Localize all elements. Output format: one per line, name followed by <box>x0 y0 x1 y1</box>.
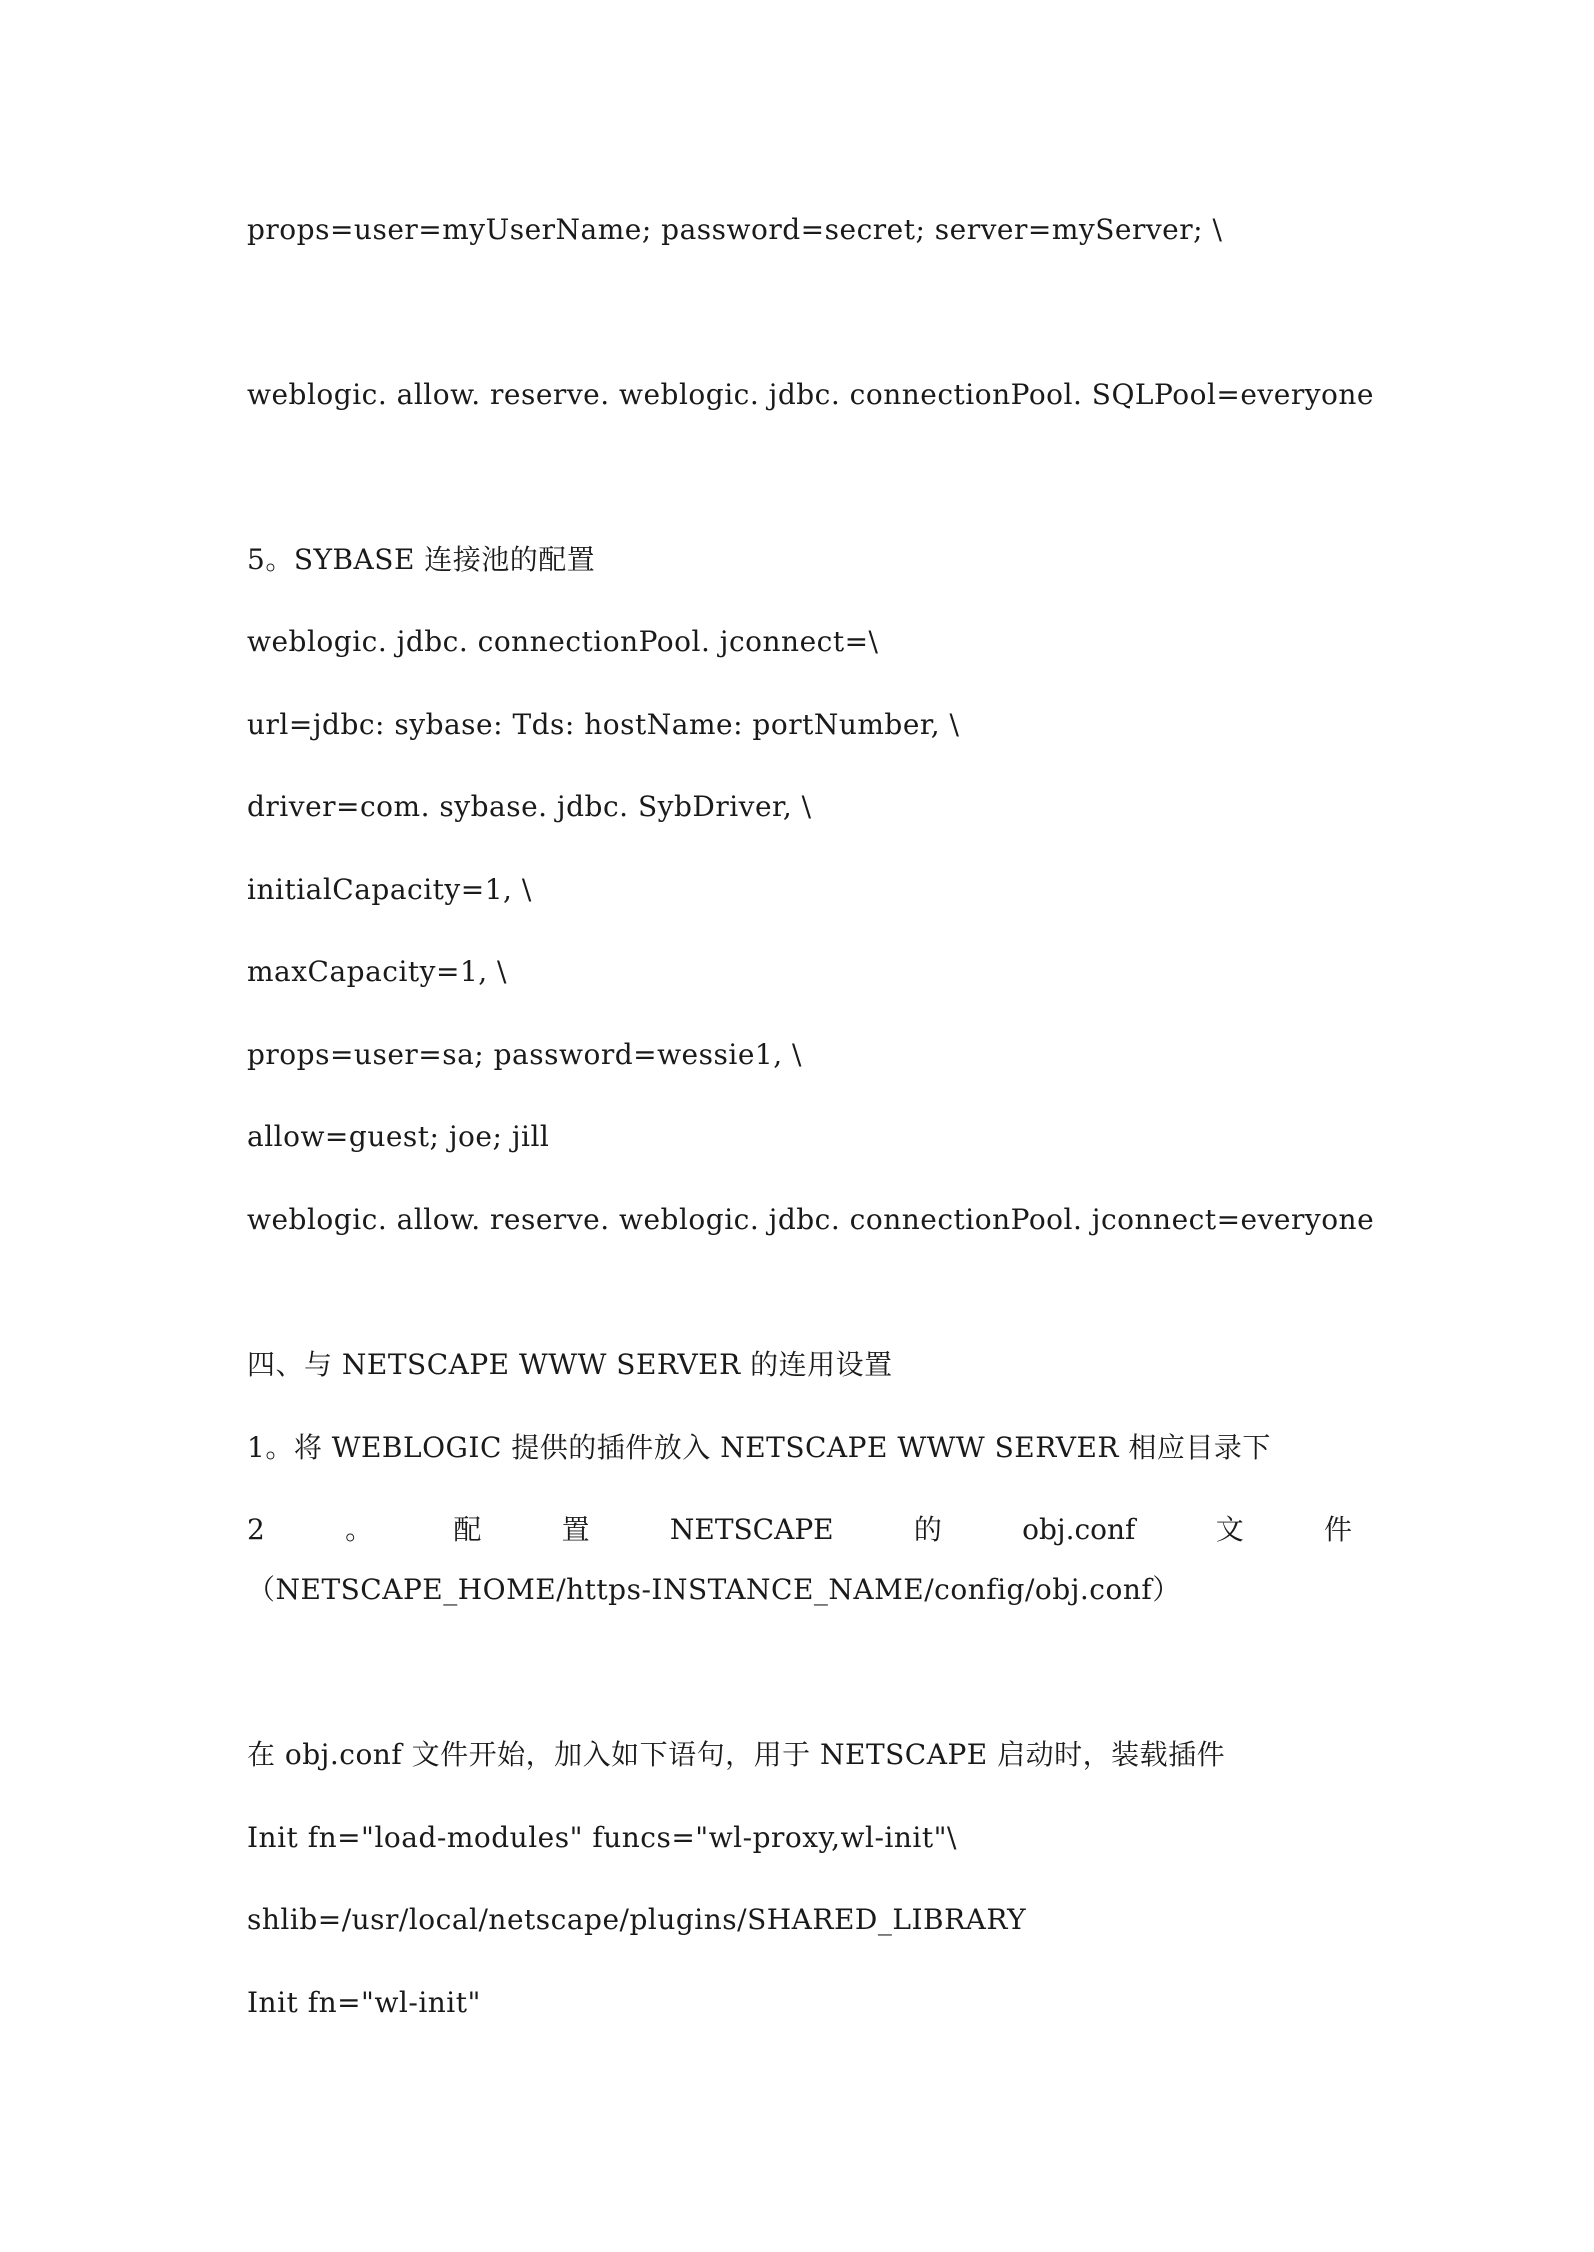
code-line-props-server: props=user=myUserName; password=secret; server=myServer; \ <box>247 213 1223 246</box>
code-line-driver: driver=com. sybase. jdbc. SybDriver, \ <box>247 790 812 823</box>
code-line-allow-jconnect: weblogic. allow. reserve. weblogic. jdbc. connectionPool. jconnect=everyone <box>247 1203 1375 1236</box>
code-line-props-sa: props=user=sa; password=wessie1, \ <box>247 1038 802 1071</box>
step-2-text <box>247 1512 1352 1548</box>
code-line-jconnect-pool: weblogic. jdbc. connectionPool. jconnect=\ <box>247 625 879 658</box>
step-2-word: obj.conf <box>1022 1513 1136 1546</box>
step-2-word: 配 <box>453 1513 482 1546</box>
step-2-word: 2 <box>247 1513 265 1546</box>
step-2-config-path: （NETSCAPE_HOME/https-INSTANCE_NAME/config/obj.conf） <box>247 1573 1181 1606</box>
step-2-word: 文 <box>1215 1513 1244 1546</box>
code-line-init-wl-init: Init fn="wl-init" <box>247 1986 481 2019</box>
step-2-word: 置 <box>561 1513 590 1546</box>
code-line-max-capacity: maxCapacity=1, \ <box>247 955 507 988</box>
code-line-init-load-modules: Init fn="load-modules" funcs="wl-proxy,wl-init"\ <box>247 1821 957 1854</box>
code-line-shlib: shlib=/usr/local/netscape/plugins/SHARED_LIBRARY <box>247 1903 1027 1936</box>
step-2-word: NETSCAPE <box>669 1513 834 1546</box>
step-1-text: 1。将 WEBLOGIC 提供的插件放入 NETSCAPE WWW SERVER 相应目录下 <box>247 1431 1271 1464</box>
code-line-allow-sqlpool: weblogic. allow. reserve. weblogic. jdbc. connectionPool. SQLPool=everyone <box>247 378 1374 411</box>
step-2-word: 。 <box>345 1513 374 1546</box>
section-heading-netscape: 四、与 NETSCAPE WWW SERVER 的连用设置 <box>247 1348 893 1381</box>
section-heading-sybase: 5。SYBASE 连接池的配置 <box>247 543 596 576</box>
step-2-word: 的 <box>913 1513 942 1546</box>
code-line-url: url=jdbc: sybase: Tds: hostName: portNumber, \ <box>247 708 960 741</box>
code-line-allow-guests: allow=guest; joe; jill <box>247 1120 550 1153</box>
step-2-word: 件 <box>1323 1513 1352 1546</box>
code-line-initial-capacity: initialCapacity=1, \ <box>247 873 532 906</box>
instruction-text: 在 obj.conf 文件开始，加入如下语句，用于 NETSCAPE 启动时，装载插件 <box>247 1738 1226 1771</box>
